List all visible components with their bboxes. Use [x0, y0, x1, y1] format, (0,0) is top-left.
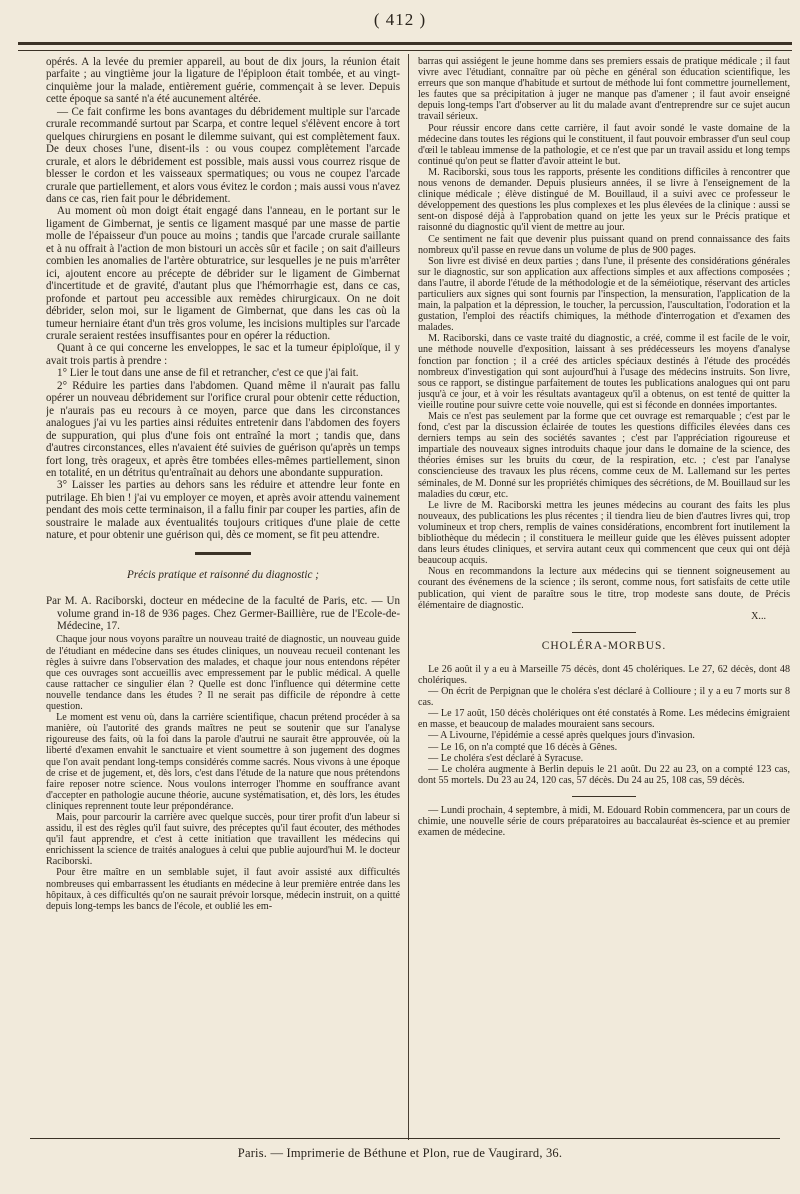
- paragraph: 3° Laisser les parties au dehors sans les réduire et attendre leur fonte en putrilage. Eh bien ! j'ai vu employer ce moyen, et après avoir attendu vainement pendant des mois cette terminaison, il a fallu finir par couper les parties, afin de soustraire le malade aux éventualités toujours critiques d'une plaie de cette nature, et pour obtenir une guérison qui, dès ce moment, se fit peu attendre.: [46, 479, 400, 542]
- news-item: — A Livourne, l'épidémie a cessé après quelques jours d'invasion.: [428, 730, 695, 742]
- section-divider: [572, 632, 636, 633]
- news-item: — Le choléra augmente à Berlin depuis le 21 août. Du 22 au 23, on a compté 123 cas, dont 55 mortels. Du 23 au 24, 120 cas, 57 décès. Du 24 au 25, 108 cas, 59 décès.: [418, 763, 790, 786]
- paragraph: M. Raciborski, dans ce vaste traité du diagnostic, a créé, comme il est facile de le voir, une méthode nouvelle d'exposition, laissant à ses prédécesseurs les moyens d'analyse fonction par fonction ; il a créé des articles spéciaux destinés à l'étude des procédés nombreux d'investigation qui sont aujourd'hui à l'usage des médecins instruits. Son livre, sous ce rapport, se distingue parfaitement de toutes les publications analogues qui ont paru jusqu'à ce jour, et à voir les résultats avantageux qu'il a obtenus, on est tenté de quitter la vieille routine pour suivre cette voie nouvelle, qui est si féconde en données importantes.: [418, 333, 790, 411]
- news-item: — On écrit de Perpignan que le choléra s'est déclaré à Collioure ; il y a eu 7 morts sur 8 cas.: [418, 686, 790, 709]
- paragraph: Mais, pour parcourir la carrière avec quelque succès, pour tirer profit d'un labeur si assidu, il est des règles qu'il faut suivre, des préceptes qu'il faut écouter, des méthodes qu'il faut apprendre, et c'est à cette initiation que travaillent les médecins qui enrichissent la science de traités analogues à celui que publie aujourd'hui M. le docteur Raciborski.: [46, 811, 400, 868]
- news-item: — Le 16, on n'a compté que 16 décès à Gênes.: [428, 741, 618, 753]
- paragraph: Au moment où mon doigt était engagé dans l'anneau, en le portant sur le ligament de Gimbernat, je sentis ce ligament masqué par une masse de partie molle de l'épaisseur d'un pouce au moins ; tandis que l'arcade crurale saillante et à nu offrait à l'action de mon bistouri un accès sûr et facile ; on sait d'ailleurs combien les anomalies de l'artère obturatrice, sur lesquelles je ne puis m'arrêter ici, ajoutent encore au précepte de débrider sur le ligament de Gimbernat d'incertitude et de gravité, d'autant plus que l'hémorrhagie est, dans ce cas, profonde et partout peu accessible aux remèdes chirurgicaux. On ne doit débrider, selon moi, sur le ligament de Gimbernat, que dans les cas où la tumeur herniaire étant d'un très gros volume, les incisions multiples sur l'arcade crurale seraient restées insuffisantes pour en opérer la réduction.: [46, 205, 400, 342]
- paragraph: Ce sentiment ne fait que devenir plus puissant quand on prend connaissance des faits nombreux qu'il passe en revue dans un volume de plus de 900 pages.: [418, 233, 790, 256]
- paragraph: barras qui assiégent le jeune homme dans ses premiers essais de pratique médicale ; il faut vivre avec l'étudiant, connaître par où pèche en général son éducation scientifique, les erreurs que son manque d'habitude et surtout de méthode lui font commettre journellement, les fautes que sa précipitation à juger ne manque pas d'amener ; il faut avoir enseigné depuis long-temps l'art d'observer au lit du malade avant d'entreprendre sur ce sujet aucun travail sérieux.: [418, 56, 790, 123]
- imprint: Paris. — Imprimerie de Béthune et Plon, rue de Vaugirard, 36.: [237, 1146, 563, 1160]
- signature: X...: [751, 610, 766, 622]
- news-item: — Le 17 août, 150 décès cholériques ont été constatés à Rome. Les médecins émigraient en masse, et beaucoup de malades mouraient sans secours.: [418, 708, 790, 731]
- section-divider: [195, 552, 251, 555]
- paragraph: Chaque jour nous voyons paraître un nouveau traité de diagnostic, un nouveau guide de l'étudiant en médecine dans ses études cliniques, un nouveau recueil contenant les règles à suivre dans l'observation des malades, et chaque jour nous entendons répéter que ces ouvrages sont accueillis avec empressement par le public médical. A quelle cause rattacher ce singulier élan ? Quelle est donc l'influence qui détermine cette nouvelle tendance dans les études ? Il ne serait pas difficile de répondre à cette question.: [46, 634, 400, 713]
- news-item: — Le choléra s'est déclaré à Syracuse.: [428, 752, 584, 764]
- paragraph: Quant à ce qui concerne les enveloppes, le sac et la tumeur épiploïque, il y avait trois partis à prendre :: [46, 342, 400, 367]
- paragraph: Son livre est divisé en deux parties ; dans l'une, il présente des considérations générales sur le diagnostic, sur son application aux affections simples et aux affections composées ; dans l'autre, il aborde l'étude de la méthodologie et de la séméiotique, réservant des articles particuliers aux signes qui sont fournis par l'inspection, la mensuration, l'application de la main, la palpation et la dépression, le toucher, la percussion, l'auscultation, l'odoration et la gustation, l'emploi des réactifs chimiques, la méthode d'interrogation et d'examen des malades.: [418, 255, 790, 334]
- left-column: [46, 56, 400, 1136]
- section-title: Précis pratique et raisonné du diagnostic ;: [126, 568, 320, 581]
- top-rule: [18, 42, 792, 51]
- announcement: — Lundi prochain, 4 septembre, à midi, M. Edouard Robin commencera, par un cours de chimie, une nouvelle série de cours préparatoires au baccalauréat ès-science et au premier examen de médecine.: [418, 804, 790, 839]
- paragraph: — Ce fait confirme les bons avantages du débridement multiple sur l'arcade crurale recommandé surtout par Scarpa, et contre lequel s'élèvent encore à tort quelques chirurgiens en posant le dilemme suivant, qui est complètement faux. De deux choses l'une, disent-ils : ou vous coupez complètement l'arcade crurale, et alors le débridement est possible, mais aussi vous courrez risque de blesser le cordon et les vaisseaux spermatiques; ou vous ne coupez l'arcade crurale que partiellement, et alors vous évitez le cordon ; mais aussi vous n'avez dans ce cas, rien fait pour le débridement.: [46, 105, 400, 205]
- bottom-rule: [30, 1138, 780, 1139]
- right-column: [418, 56, 790, 1146]
- book-reference: [46, 595, 400, 632]
- paragraph: M. Raciborski, sous tous les rapports, présente les conditions difficiles à rencontrer que nous venons de demander. Depuis plusieurs années, il se livre à l'enseignement de la clinique médicale ; élève distingué de M. Bouillaud, il a suivi avec ce professeur le développement des questions les plus complexes et les plus élevées de la clinique : aussi se sent-on disposé déjà à l'approbation quand on jette les yeux sur le Précis pratique et raisonné du diagnostic qu'il vient de mettre au jour.: [418, 166, 790, 234]
- paragraph: 1° Lier le tout dans une anse de fil et retrancher, c'est ce que j'ai fait.: [57, 367, 359, 380]
- paragraph: Pour être maître en un semblable sujet, il faut avoir assisté aux difficultés nombreuses qui embarrassent les étudiants en médecine à leur première entrée dans les hôpitaux, à ces difficultés qu'on ne saurait prévoir lorsque, médecin instruit, on a quitté depuis long-temps les bancs de l'école, et oublié les em-: [46, 867, 400, 912]
- paragraph: opérés. A la levée du premier appareil, au bout de dix jours, la réunion était parfaite ; au vingtième jour la ligature de l'épiploon était tombée, et au vingt-cinquième jour la malade, entièrement guérie, commençait à se lever. Depuis cette époque sa santé n'a été aucunement altérée.: [46, 56, 400, 106]
- news-item: Le 26 août il y a eu à Marseille 75 décès, dont 45 cholériques. Le 27, 62 décès, dont 48 cholériques.: [418, 663, 790, 686]
- book-citation: Par M. A. Raciborski, docteur en médecine de la faculté de Paris, etc. — Un volume grand in-18 de 936 pages. Chez Germer-Baillière, rue de l'Ecole-de-Médecine, 17.: [46, 595, 400, 633]
- page-number: ( 412 ): [373, 10, 427, 29]
- review-text: [46, 634, 400, 911]
- section-divider: [572, 796, 636, 797]
- paragraph: 2° Réduire les parties dans l'abdomen. Quand même il n'aurait pas fallu opérer un nouveau débridement sur l'orifice crural pour obtenir cette réduction, je n'aurais pas eu recours à ce moyen, parce que dans les circonstances analogues j'ai vu les parties ainsi réduites entretenir dans l'abdomen des foyers de suppuration, qui plus d'une fois ont entraîné la mort ; tandis que, dans d'autres circonstances, elles n'avaient été suivies de guérison qu'après un temps fort long, très orageux, et après être tombées elles-mêmes partiellement, sinon en totalité, en un détritus qu'entraînait au dehors une abondante suppuration.: [46, 379, 400, 479]
- paragraph: Mais ce n'est pas seulement par la forme que cet ouvrage est remarquable ; c'est par le fond, c'est par la discussion éclairée de toutes les questions difficiles élevées dans ces derniers temps au sein des sociétés savantes ; c'est par l'appréciation rigoureuse et impartiale des nouveaux signes introduits chaque jour dans le domaine de la science, des théories émises sur les bruits du cœur, de la respiration, etc. ; c'est par l'analyse consciencieuse des travaux les plus récens, comme ceux de M. Lallemand sur les pertes séminales, de M. Donné sur les propriétés chimiques des sécrétions, de M. Bouillaud sur les maladies du cœur, etc.: [418, 411, 790, 500]
- paragraph: Nous en recommandons la lecture aux médecins qui se tiennent soigneusement au courant des événemens de la science ; ils seront, comme nous, fort satisfaits de cette utile publication, qui vient de paraître sous le titre, trop modeste sans doute, de Précis élémentaire de diagnostic.: [418, 566, 790, 611]
- paragraph: Pour réussir encore dans cette carrière, il faut avoir sondé le vaste domaine de la médecine dans toutes les régions qui le constituent, il faut pouvoir embrasser d'un seul coup d'œil le tableau immense de la pathologie, et ce n'est que par un travail assidu et long temps continué qu'on peut se flatter d'avoir atteint le but.: [418, 122, 790, 167]
- paragraph: Le moment est venu où, dans la carrière scientifique, chacun prétend procéder à sa manière, où l'autorité des grands maîtres ne peut se soutenir que sur l'analyse rigoureuse des faits, où la foi dans la parole d'autrui ne saurait être approuvée, où la liberté d'examen envahit le sanctuaire et vient soumettre à son jugement des dogmes que l'on avait pendant long-temps considérés comme sacrés. Nous vivons à une époque de crise et de jugement, et, dès lors, c'est dans l'étude de la nature que nous prétendons faire reposer notre science. Nous voulons interroger l'homme en souffrance avant d'accepter en pathologie aucune théorie, aucune systématisation, et, dès lors, les études cliniques reprennent toute leur prépondérance.: [46, 712, 400, 812]
- section-title: CHOLÉRA-MORBUS.: [541, 639, 667, 652]
- paragraph: Le livre de M. Raciborski mettra les jeunes médecins au courant des faits les plus nouveaux, des publications les plus récentes ; il tiendra lieu de bien d'autres livres qui, trop volumineux et trop chers, remplis de vaines considérations, encombrent fort inutilement la bibliothèque du médecin ; il constituera le meilleur guide que les élèves puissent adopter dans leurs études cliniques, et servira autant ceux qui commencent que ceux qui ont déjà beaucoup acquis.: [418, 499, 790, 567]
- column-divider: [408, 54, 409, 1140]
